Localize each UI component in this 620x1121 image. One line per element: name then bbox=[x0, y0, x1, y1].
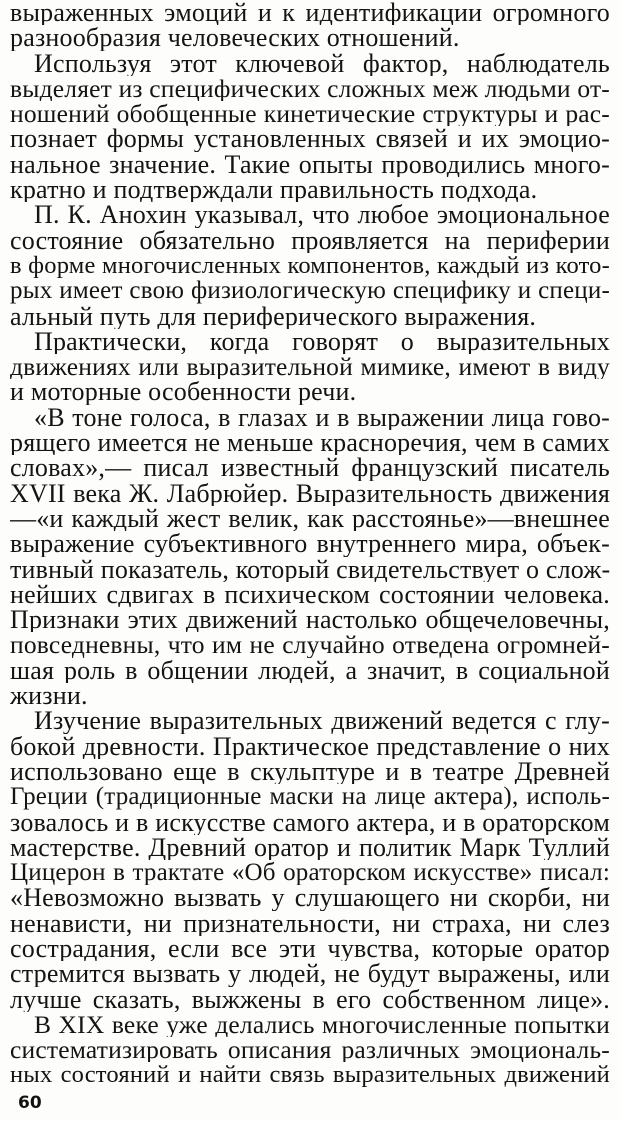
text-line: —«и каждый жест велик, как расстоянье»—внешнее bbox=[10, 505, 610, 532]
text-line: словах»,— писал известный французский писатель bbox=[10, 455, 610, 481]
text-line: бокой древности. Практическое представление о них bbox=[10, 733, 610, 759]
text-line: состояние обязательно проявляется на периферии bbox=[10, 227, 610, 253]
text-line: стремится вызвать у людей, не будут выражены, или bbox=[10, 961, 610, 987]
text-line: шая роль в общении людей, а значит, в социальной bbox=[10, 657, 610, 684]
text-line: зовалось и в искусстве самого актера, и в ораторском bbox=[10, 809, 610, 835]
text-line: ненависти, ни признательности, ни страха, ни слез bbox=[10, 910, 610, 936]
text-line: познает формы установленных связей и их эмоцио- bbox=[10, 126, 610, 152]
text-line: движениях или выразительной мимике, имеют в виду bbox=[10, 354, 610, 380]
text-line: Изучение выразительных движений ведется с глу- bbox=[34, 708, 610, 734]
text-line: выражение субъективного внутреннего мира, объек- bbox=[10, 531, 610, 557]
text-line: повседневны, что им не случайно отведена огромней- bbox=[10, 632, 610, 658]
text-line: «В тоне голоса, в глазах и в выражении лица гово- bbox=[34, 404, 610, 431]
text-line: Цицерон в трактате «Об ораторском искусстве» писал: bbox=[10, 860, 610, 886]
body-text bbox=[10, 0, 610, 1088]
text-line: В XIX веке уже делались многочисленные попытки bbox=[34, 1011, 610, 1038]
text-line: нейших сдвигах в психическом состоянии человека. bbox=[10, 581, 610, 608]
text-line: Используя этот ключевой фактор, наблюдатель bbox=[34, 50, 610, 76]
text-line: лучше сказать, выжжены в его собственном лице». bbox=[10, 986, 610, 1012]
text-line: в форме многочисленных компонентов, каждый из кото- bbox=[10, 252, 610, 279]
text-line: «Невозможно вызвать у слушающего ни скорби, ни bbox=[10, 885, 610, 911]
text-line: рящего имеется не меньше красноречия, чем в самих bbox=[10, 430, 610, 456]
text-line: ношений обобщенные кинетические структуры и рас- bbox=[10, 101, 610, 127]
text-line: ных состояний и найти связь выразительных движений bbox=[10, 1062, 610, 1088]
page-number: 60 bbox=[18, 1093, 42, 1113]
text-line: нальное значение. Такие опыты проводились много- bbox=[10, 151, 610, 178]
text-line: использовано еще в скульптуре и в театре Древней bbox=[10, 758, 610, 785]
text-line: рых имеет свою физиологическую специфику и специ- bbox=[10, 278, 610, 304]
text-line: Практически, когда говорят о выразительных bbox=[34, 328, 610, 355]
text-line: кратно и подтверждали правильность подхода. bbox=[10, 177, 538, 203]
text-line: Признаки этих движений настолько общечеловечны, bbox=[10, 607, 610, 633]
text-line: сострадания, если все эти чувства, которые оратор bbox=[10, 935, 610, 962]
text-line: XVII века Ж. Лабрюйер. Выразительность движения bbox=[10, 480, 610, 506]
text-line: тивный показатель, который свидетельствует о слож- bbox=[10, 556, 610, 582]
text-line: выраженных эмоций и к идентификации огромного bbox=[10, 0, 610, 26]
text-line: П. К. Анохин указывал, что любое эмоциональное bbox=[34, 202, 610, 228]
text-line: Греции (традиционные маски на лице актера), исполь- bbox=[10, 784, 610, 810]
text-line: разнообразия человеческих отношений. bbox=[10, 25, 460, 51]
text-line: альный путь для периферического выражения. bbox=[10, 303, 537, 329]
text-line: и моторные особенности речи. bbox=[10, 379, 357, 405]
text-line: жизни. bbox=[10, 683, 88, 709]
text-line: систематизировать описания различных эмоциональ- bbox=[10, 1037, 610, 1063]
text-line: выделяет из специфических сложных меж людьми от- bbox=[10, 75, 610, 102]
text-line: мастерстве. Древний оратор и политик Марк Туллий bbox=[10, 834, 610, 861]
